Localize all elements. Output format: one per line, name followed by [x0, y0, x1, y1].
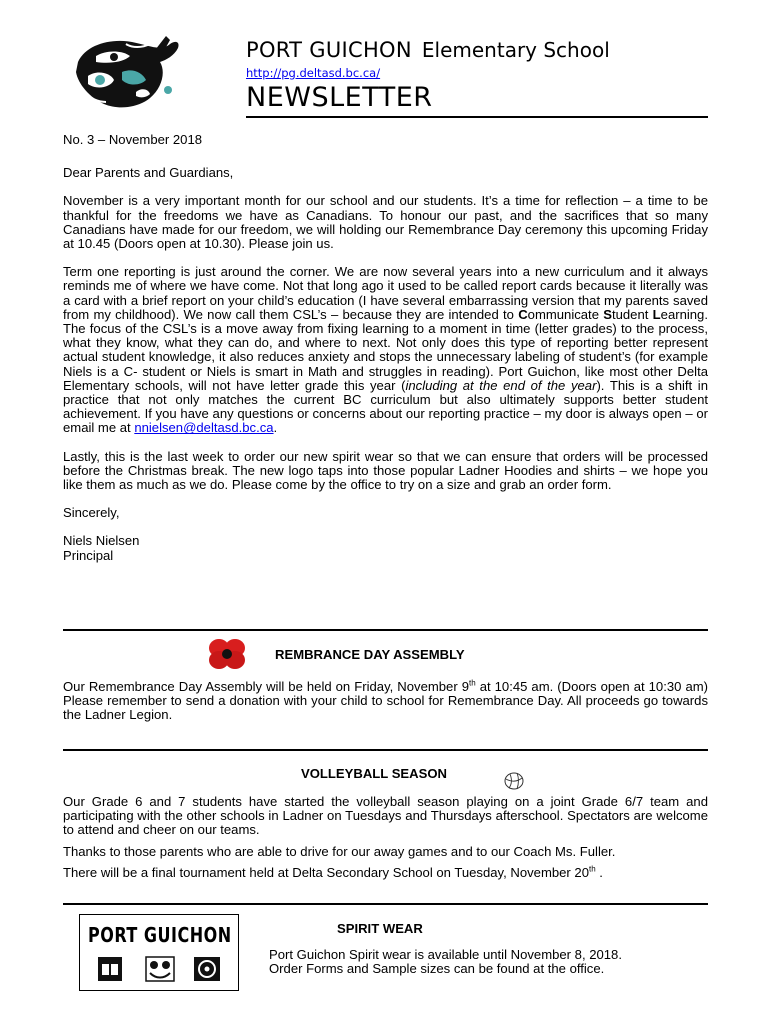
volleyball-icon [502, 770, 526, 792]
spirit-wear-logo-box [79, 914, 239, 991]
spirit-wear-logo-icons [96, 955, 226, 983]
paragraph-spirit-wear-order: Lastly, this is the last week to order our new spirit wear so that we can ensure that orders will be processed before the Christmas break. The new logo taps into those popular Ladner Hoodies and shirts – we hope you like them as much as we do. Please come by the office to try on a size and grab an order form. [63, 448, 708, 493]
school-title [246, 38, 610, 62]
issue-line: No. 3 – November 2018 [63, 132, 203, 147]
greeting: Dear Parents and Guardians, [63, 165, 234, 181]
volleyball-tournament: There will be a final tournament held at Delta Secondary School on Tuesday, November 20th . [63, 864, 603, 880]
principal-email-link[interactable]: nnielsen@deltasd.bc.ca [134, 420, 274, 436]
newsletter-title: NEWSLETTER [246, 82, 433, 113]
header-divider [246, 116, 708, 118]
signer-title: Principal [63, 547, 114, 563]
section-divider [63, 629, 708, 631]
closing: Sincerely, [63, 505, 120, 521]
remembrance-heading: REMBRANCE DAY ASSEMBLY [275, 647, 465, 662]
section-divider [63, 903, 708, 905]
orca-school-logo [66, 32, 188, 112]
letter-body [63, 133, 708, 563]
volleyball-thanks: Thanks to those parents who are able to drive for our away games and to our Coach Ms. Fuller. [63, 843, 616, 859]
remembrance-text: Our Remembrance Day Assembly will be held on Friday, November 9th at 10:45 am. (Doors open at 10:30 am) Please remember to send a donation with your child to school for Remembrance Day. All proceeds go towards the Ladner Legion. [63, 678, 708, 723]
spirit-wear-text: Port Guichon Spirit wear is available until November 8, 2018. Order Forms and Sample sizes can be found at the office. [269, 947, 622, 977]
school-website-link[interactable]: http://pg.deltasd.bc.ca/ [246, 66, 381, 80]
volleyball-text [63, 795, 708, 880]
section-divider [63, 749, 708, 751]
volleyball-paragraph: Our Grade 6 and 7 students have started the volleyball season playing on a joint Grade 6/7 team and participating with the other schools in Ladner on Tuesdays and Thursdays afterschool. Spectators are welcome to attend and cheer on our teams. [63, 794, 708, 838]
paragraph-reporting: Term one reporting is just around the corner. We are now several years into a new curriculum and it always reminds me of where we have come. Not that long ago it used to be called report cards because it literally was a card with a brief report on your child’s education (I have several embarrassing version that my parents saved from my childhood). We now call them CSL’s – because they are intended to Communicate Student Learning. The focus of the CSL’s is a move away from fixing learning to a moment in time (letter grades) to the process, what they know, what they can do, and where to next. Not only does this type of reporting better represent actual student knowledge, it also reduces anxiety and stops the unnecessary labeling of student’s (for example Niels is a C- student or Niels is smart in Math and struggles in reading). Port Guichon, like most other Delta Elementary schools, will not have letter grade this year (including at the end of the year). This is a shift in practice that not only matches the current BC curriculum but also ultimately supports better student achievement. If you have any questions or concerns about our reporting practice – my door is always open – or email me at nnielsen@deltasd.bc.ca. [63, 264, 708, 436]
volleyball-heading: VOLLEYBALL SEASON [301, 766, 447, 781]
signer-name: Niels Nielsen [63, 533, 140, 549]
poppy-icon [207, 636, 247, 672]
school-type: Elementary School [421, 38, 610, 62]
spirit-wear-logo-text: PORT GUICHON [88, 923, 232, 947]
spirit-wear-heading: SPIRIT WEAR [337, 921, 423, 936]
school-name: PORT GUICHON [246, 38, 412, 62]
paragraph-remembrance-intro: November is a very important month for our school and our students. It’s a time for reflection – a time to be thankful for the freedoms we have as Canadians. To honour our past, and the sacrifices that so many Canadians have made for our freedom, we will holding our Remembrance Day ceremony this upcoming Friday at 10.45 (Doors open at 10.30). Please join us. [63, 193, 708, 252]
